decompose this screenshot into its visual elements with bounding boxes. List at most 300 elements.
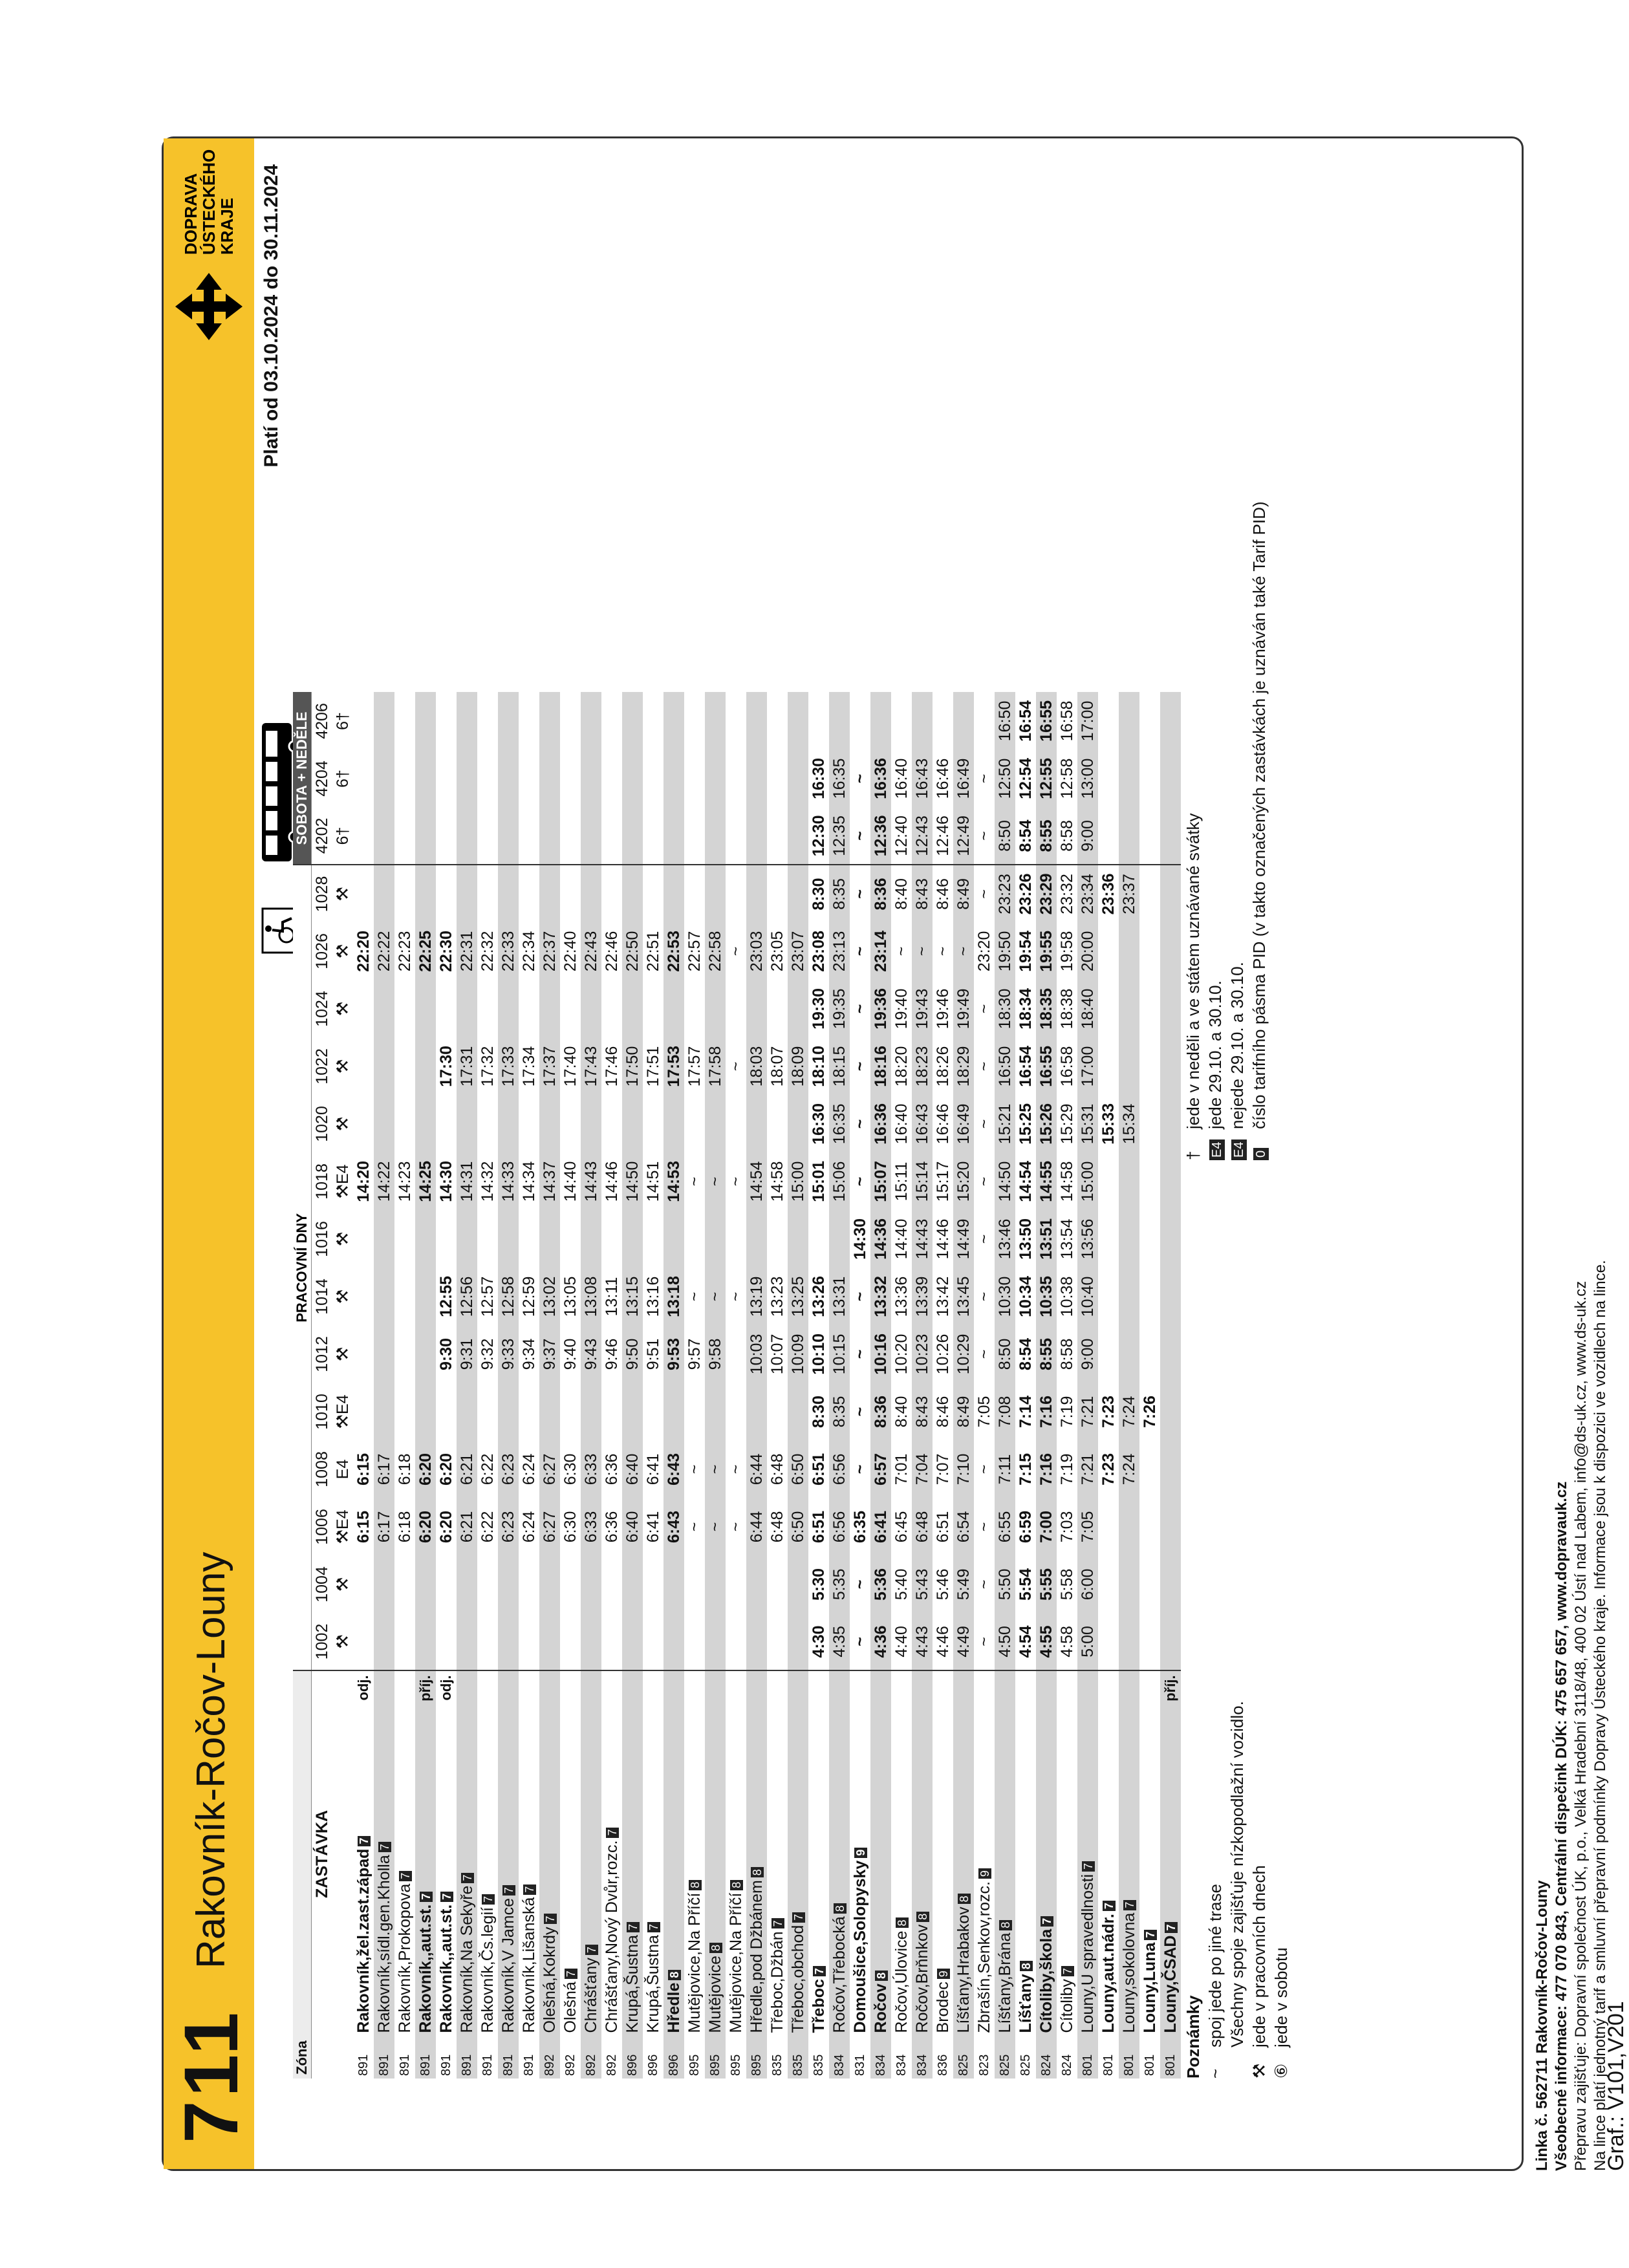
- departure-time: ~: [974, 1613, 995, 1670]
- departure-time: [1119, 1613, 1139, 1670]
- logo-arrows-icon: [173, 261, 245, 352]
- stop-zone: 892: [581, 2036, 601, 2079]
- departure-time: 10:30: [995, 1268, 1015, 1325]
- pid-zone-badge: 9: [937, 1969, 950, 1979]
- stop-cell: [1098, 1670, 1119, 2036]
- departure-time: 5:40: [891, 1555, 912, 1613]
- departure-time: [374, 692, 394, 750]
- departure-time: [477, 1095, 498, 1152]
- departure-time: [539, 1555, 560, 1613]
- departure-time: [684, 1555, 705, 1613]
- stop-name: Rakovník,Prokopova: [396, 1883, 414, 2033]
- departure-time: [1119, 1325, 1139, 1383]
- departure-time: 13:08: [581, 1268, 601, 1325]
- departure-time: 23:08: [808, 922, 829, 980]
- departure-time: [436, 1613, 457, 1670]
- departure-time: [415, 1325, 436, 1383]
- departure-time: 6:15: [353, 1440, 374, 1498]
- departure-time: [705, 807, 726, 865]
- departure-time: 12:54: [1015, 750, 1036, 807]
- departure-time: 9:31: [457, 1325, 477, 1383]
- departure-time: 5:54: [1015, 1555, 1036, 1613]
- departure-time: 17:31: [457, 1037, 477, 1095]
- departure-time: ~: [850, 1440, 870, 1498]
- departure-time: [1160, 1037, 1181, 1095]
- departure-time: 6:48: [767, 1498, 788, 1555]
- departure-time: 10:16: [870, 1325, 891, 1383]
- departure-time: 14:50: [622, 1152, 643, 1210]
- stop-zone: 834: [870, 2036, 891, 2079]
- stop-zone: 891: [353, 2036, 374, 2079]
- stop-name: Hředle: [665, 1982, 683, 2033]
- departure-time: 23:37: [1119, 865, 1139, 922]
- departure-time: 15:33: [1098, 1095, 1119, 1152]
- departure-time: ~: [974, 1498, 995, 1555]
- departure-time: [457, 865, 477, 922]
- departure-time: [1160, 1210, 1181, 1268]
- departure-time: [498, 750, 519, 807]
- departure-time: 17:46: [601, 1037, 622, 1095]
- stop-cell: [788, 1670, 808, 2036]
- timetable-row: [477, 692, 498, 2079]
- departure-time: [1098, 1555, 1119, 1613]
- departure-time: [519, 750, 539, 807]
- departure-time: ~: [974, 750, 995, 807]
- departure-time: [560, 1613, 581, 1670]
- departure-time: [1160, 1498, 1181, 1555]
- departure-time: [519, 1613, 539, 1670]
- trip-note: ⚒: [332, 1325, 353, 1383]
- departure-time: [684, 1613, 705, 1670]
- departure-time: 6:17: [374, 1440, 394, 1498]
- departure-time: 8:43: [912, 1383, 933, 1440]
- departure-time: [1098, 1152, 1119, 1210]
- departure-time: [539, 980, 560, 1037]
- departure-time: 6:00: [1077, 1555, 1098, 1613]
- departure-time: ~: [705, 1268, 726, 1325]
- departure-time: 6:33: [581, 1440, 601, 1498]
- departure-time: [1098, 980, 1119, 1037]
- stop-name: Ročov,Brňnkov: [913, 1924, 931, 2033]
- departure-time: [1098, 1613, 1119, 1670]
- departure-time: [767, 692, 788, 750]
- stop-name: Ročov,Třebocká: [830, 1916, 848, 2033]
- trip-number: 1028: [312, 865, 333, 922]
- departure-time: 18:07: [767, 1037, 788, 1095]
- departure-time: 22:25: [415, 922, 436, 980]
- trip-note: ⚒E4: [332, 1498, 353, 1555]
- departure-time: 14:37: [539, 1152, 560, 1210]
- departure-time: [457, 980, 477, 1037]
- pid-zone-badge: 8: [896, 1917, 909, 1928]
- departure-time: 7:07: [933, 1440, 953, 1498]
- departure-time: [726, 865, 746, 922]
- departure-time: [374, 1555, 394, 1613]
- pid-zone-badge: 8: [834, 1903, 847, 1914]
- departure-time: 23:23: [995, 865, 1015, 922]
- departure-time: [519, 1555, 539, 1613]
- stop-cell: [374, 1670, 394, 2036]
- departure-time: 12:30: [808, 807, 829, 865]
- departure-time: 18:34: [1015, 980, 1036, 1037]
- departure-time: 19:46: [933, 980, 953, 1037]
- departure-time: [767, 980, 788, 1037]
- departure-time: ~: [705, 1440, 726, 1498]
- departure-time: 7:26: [1139, 1383, 1160, 1440]
- departure-time: [560, 1095, 581, 1152]
- departure-time: [601, 692, 622, 750]
- departure-time: [394, 865, 415, 922]
- departure-time: 6:45: [891, 1498, 912, 1555]
- departure-time: 8:30: [808, 1383, 829, 1440]
- departure-time: [394, 692, 415, 750]
- departure-time: 13:15: [622, 1268, 643, 1325]
- pid-zone-badge: 7: [523, 1885, 536, 1895]
- trip-number-row: [312, 692, 333, 2079]
- departure-time: [1160, 865, 1181, 922]
- departure-time: [1160, 807, 1181, 865]
- pid-zone-badge: 7: [1061, 1966, 1074, 1976]
- departure-time: [539, 1095, 560, 1152]
- departure-time: 10:10: [808, 1325, 829, 1383]
- weekend-header: SOBOTA + NEDĚLE: [293, 692, 312, 865]
- departure-time: 7:05: [974, 1383, 995, 1440]
- departure-time: 4:54: [1015, 1613, 1036, 1670]
- departure-time: [498, 1555, 519, 1613]
- departure-time: [353, 1037, 374, 1095]
- departure-time: [705, 1383, 726, 1440]
- departure-time: [374, 1325, 394, 1383]
- stop-cell: [891, 1670, 912, 2036]
- stop-zone: 891: [415, 2036, 436, 2079]
- departure-time: 18:23: [912, 1037, 933, 1095]
- departure-time: 14:51: [643, 1152, 663, 1210]
- stop-cell: [1160, 1670, 1181, 2036]
- departure-time: [788, 1095, 808, 1152]
- departure-time: 14:34: [519, 1152, 539, 1210]
- departure-time: [726, 1210, 746, 1268]
- stop-zone: 892: [601, 2036, 622, 2079]
- departure-time: 5:35: [829, 1555, 850, 1613]
- stop-name: Krupá,Šustna: [644, 1934, 662, 2033]
- departure-time: [767, 1613, 788, 1670]
- departure-time: 23:36: [1098, 865, 1119, 922]
- trip-number: 1014: [312, 1268, 333, 1325]
- departure-time: [643, 750, 663, 807]
- departure-time: [560, 865, 581, 922]
- timetable-row: [643, 692, 663, 2079]
- departure-time: 4:36: [870, 1613, 891, 1670]
- stop-zone: 895: [684, 2036, 705, 2079]
- pid-zone-badge: 8: [916, 1912, 929, 1922]
- departure-time: [374, 1210, 394, 1268]
- departure-time: 6:40: [622, 1440, 643, 1498]
- departure-time: 13:23: [767, 1268, 788, 1325]
- departure-time: ~: [912, 922, 933, 980]
- departure-time: 9:37: [539, 1325, 560, 1383]
- departure-time: [726, 750, 746, 807]
- stop-cell: [933, 1670, 953, 2036]
- departure-time: [746, 1095, 767, 1152]
- departure-time: [353, 1555, 374, 1613]
- stop-name: Olešná: [561, 1982, 579, 2033]
- stop-cell: [870, 1670, 891, 2036]
- pid-zone-badge: 7: [378, 1842, 391, 1852]
- departure-time: [746, 1613, 767, 1670]
- departure-time: 12:58: [1057, 750, 1077, 807]
- departure-time: [726, 807, 746, 865]
- departure-time: [1160, 1383, 1181, 1440]
- departure-time: ~: [726, 922, 746, 980]
- timetable-row: [726, 692, 746, 2079]
- departure-time: 6:41: [643, 1498, 663, 1555]
- departure-time: 15:01: [808, 1152, 829, 1210]
- departure-time: 18:20: [891, 1037, 912, 1095]
- departure-time: 22:30: [436, 922, 457, 980]
- pid-zone-badge: 7: [544, 1914, 557, 1924]
- departure-time: 8:35: [829, 865, 850, 922]
- departure-time: 23:34: [1077, 865, 1098, 922]
- departure-time: 9:32: [477, 1325, 498, 1383]
- departure-time: [374, 1613, 394, 1670]
- note-item: E4 jede 29.10. a 30.10.: [1204, 190, 1226, 1160]
- departure-time: [808, 692, 829, 750]
- trip-number: 4202: [312, 807, 333, 865]
- departure-time: 6:56: [829, 1498, 850, 1555]
- departure-time: 14:40: [891, 1210, 912, 1268]
- departure-time: 7:00: [1036, 1498, 1057, 1555]
- departure-time: 15:06: [829, 1152, 850, 1210]
- departure-time: ~: [974, 1037, 995, 1095]
- departure-time: 9:46: [601, 1325, 622, 1383]
- departure-time: [1139, 750, 1160, 807]
- note-item: 0 číslo tarifního pásma PID (v takto označených zastávkách je uznáván také Tarif PID): [1248, 190, 1270, 1160]
- departure-time: [1139, 1498, 1160, 1555]
- departure-time: 17:30: [436, 1037, 457, 1095]
- departure-time: 23:03: [746, 922, 767, 980]
- departure-time: [705, 1210, 726, 1268]
- departure-time: ~: [705, 1498, 726, 1555]
- note-item: E4 nejede 29.10. a 30.10.: [1226, 190, 1248, 1160]
- departure-time: [663, 1555, 684, 1613]
- departure-time: 9:40: [560, 1325, 581, 1383]
- departure-time: [415, 1210, 436, 1268]
- stop-zone: 895: [726, 2036, 746, 2079]
- departure-time: 20:00: [1077, 922, 1098, 980]
- stop-cell: [539, 1670, 560, 2036]
- departure-time: [767, 807, 788, 865]
- stop-name: Mutějovice,Na Příčí: [685, 1892, 704, 2033]
- departure-time: 8:58: [1057, 807, 1077, 865]
- departure-time: 6:15: [353, 1498, 374, 1555]
- pid-zone-badge: 7: [1144, 1930, 1157, 1940]
- stop-zone: 835: [767, 2036, 788, 2079]
- departure-time: [477, 865, 498, 922]
- departure-time: 16:58: [1057, 1037, 1077, 1095]
- departure-time: [519, 1095, 539, 1152]
- timetable-row: [353, 692, 374, 2079]
- header-band: [164, 138, 254, 2169]
- departure-time: 5:49: [953, 1555, 974, 1613]
- departure-time: [643, 1613, 663, 1670]
- pid-zone-badge: 8: [668, 1970, 681, 1980]
- departure-time: [581, 980, 601, 1037]
- departure-time: [1098, 807, 1119, 865]
- departure-time: [436, 865, 457, 922]
- departure-time: 5:50: [995, 1555, 1015, 1613]
- departure-time: [912, 692, 933, 750]
- departure-time: [394, 1210, 415, 1268]
- departure-time: 8:36: [870, 1383, 891, 1440]
- timetable-row: [1057, 692, 1077, 2079]
- departure-time: [415, 750, 436, 807]
- departure-time: 14:46: [933, 1210, 953, 1268]
- departure-time: [643, 1210, 663, 1268]
- departure-time: 17:50: [622, 1037, 643, 1095]
- departure-time: 14:58: [767, 1152, 788, 1210]
- departure-time: ~: [850, 865, 870, 922]
- stop-name: Mutějovice: [706, 1955, 724, 2033]
- departure-time: 12:56: [457, 1268, 477, 1325]
- departure-time: [953, 692, 974, 750]
- trip-number: 1004: [312, 1555, 333, 1613]
- departure-time: [1098, 1037, 1119, 1095]
- stop-name: Rakovník,Lišanská: [520, 1897, 538, 2033]
- departure-time: [684, 1383, 705, 1440]
- pid-zone-badge: 7: [502, 1885, 515, 1895]
- timetable-row: [1139, 692, 1160, 2079]
- timetable-frame: [162, 136, 1524, 2171]
- timetable-row: [808, 692, 829, 2079]
- stop-name: Louny,Luna: [1141, 1942, 1159, 2033]
- departure-time: 16:46: [933, 750, 953, 807]
- departure-time: [1139, 865, 1160, 922]
- departure-time: [788, 692, 808, 750]
- departure-time: 22:20: [353, 922, 374, 980]
- departure-time: [622, 1555, 643, 1613]
- stop-zone: 825: [953, 2036, 974, 2079]
- departure-time: [1139, 1152, 1160, 1210]
- departure-time: 8:50: [995, 807, 1015, 865]
- departure-time: [1139, 1210, 1160, 1268]
- departure-time: 23:05: [767, 922, 788, 980]
- stop-zone: 801: [1098, 2036, 1119, 2079]
- stop-zone: 891: [436, 2036, 457, 2079]
- departure-time: 8:49: [953, 865, 974, 922]
- departure-time: 10:26: [933, 1325, 953, 1383]
- departure-time: 16:35: [829, 750, 850, 807]
- stop-zone: 892: [560, 2036, 581, 2079]
- departure-time: 12:36: [870, 807, 891, 865]
- departure-time: [705, 1555, 726, 1613]
- departure-time: 13:39: [912, 1268, 933, 1325]
- departure-time: 6:36: [601, 1440, 622, 1498]
- departure-time: ~: [974, 1095, 995, 1152]
- pid-zone-badge: 8: [1020, 1961, 1033, 1971]
- stop-zone: 836: [933, 2036, 953, 2079]
- departure-time: [1160, 1152, 1181, 1210]
- stop-name: Olešná,Kokrdy: [541, 1927, 559, 2033]
- departure-time: [498, 807, 519, 865]
- pid-zone-badge: 9: [978, 1868, 991, 1879]
- timetable-row: [622, 692, 643, 2079]
- departure-time: [477, 1555, 498, 1613]
- departure-time: [394, 807, 415, 865]
- departure-time: [519, 1210, 539, 1268]
- notes-right: [1182, 190, 1270, 1160]
- departure-time: 22:37: [539, 922, 560, 980]
- departure-time: [788, 1383, 808, 1440]
- departure-time: 15:25: [1015, 1095, 1036, 1152]
- stop-name: Hředle,pod Džbánem: [748, 1880, 766, 2033]
- departure-time: 13:50: [1015, 1210, 1036, 1268]
- stop-zone: 835: [788, 2036, 808, 2079]
- departure-time: [788, 980, 808, 1037]
- departure-time: [436, 807, 457, 865]
- departure-time: 9:51: [643, 1325, 663, 1383]
- stop-cell: [601, 1670, 622, 2036]
- departure-time: [1098, 922, 1119, 980]
- departure-time: 6:27: [539, 1498, 560, 1555]
- departure-time: [705, 1613, 726, 1670]
- stop-name: Domoušice,Solopysky: [851, 1860, 869, 2033]
- stop-name: Chrášťany: [582, 1958, 600, 2033]
- departure-time: [684, 1095, 705, 1152]
- departure-time: 6:23: [498, 1498, 519, 1555]
- timetable-row: [850, 692, 870, 2079]
- departure-time: [1160, 922, 1181, 980]
- departure-time: 15:31: [1077, 1095, 1098, 1152]
- departure-time: [601, 980, 622, 1037]
- notes-title: Poznámky: [1183, 1995, 1203, 2079]
- stop-name: Louny,aut.nádr.: [1099, 1914, 1117, 2033]
- departure-time: [1098, 1325, 1119, 1383]
- departure-time: [1139, 1555, 1160, 1613]
- stop-cell: [808, 1670, 829, 2036]
- departure-time: ~: [974, 980, 995, 1037]
- stop-zone: 891: [498, 2036, 519, 2079]
- note-item: ⚒ jede v pracovních dnech: [1249, 1865, 1269, 2079]
- departure-time: ~: [850, 922, 870, 980]
- stop-cell: [519, 1670, 539, 2036]
- stop-zone: 895: [705, 2036, 726, 2079]
- timetable-row: [912, 692, 933, 2079]
- departure-time: [663, 807, 684, 865]
- stop-cell: [1139, 1670, 1160, 2036]
- departure-time: ~: [974, 1152, 995, 1210]
- departure-time: [353, 807, 374, 865]
- departure-time: 16:43: [912, 1095, 933, 1152]
- departure-time: [457, 1210, 477, 1268]
- stop-header-top: [293, 1670, 312, 2036]
- stop-zone: 896: [643, 2036, 663, 2079]
- departure-time: ~: [974, 1555, 995, 1613]
- validity-period: Platí od 03.10.2024 do 30.11.2024: [261, 164, 282, 468]
- trip-note: ⚒E4: [332, 1152, 353, 1210]
- departure-time: 10:09: [788, 1325, 808, 1383]
- departure-time: ~: [850, 1037, 870, 1095]
- departure-time: [353, 1325, 374, 1383]
- departure-time: [353, 1268, 374, 1325]
- stop-zone: 801: [1139, 2036, 1160, 2079]
- departure-time: [1119, 1037, 1139, 1095]
- departure-time: 14:32: [477, 1152, 498, 1210]
- departure-time: [519, 807, 539, 865]
- departure-time: [663, 692, 684, 750]
- departure-time: [374, 1095, 394, 1152]
- arr-dep-mark: odj.: [438, 1675, 454, 1701]
- departure-time: 13:45: [953, 1268, 974, 1325]
